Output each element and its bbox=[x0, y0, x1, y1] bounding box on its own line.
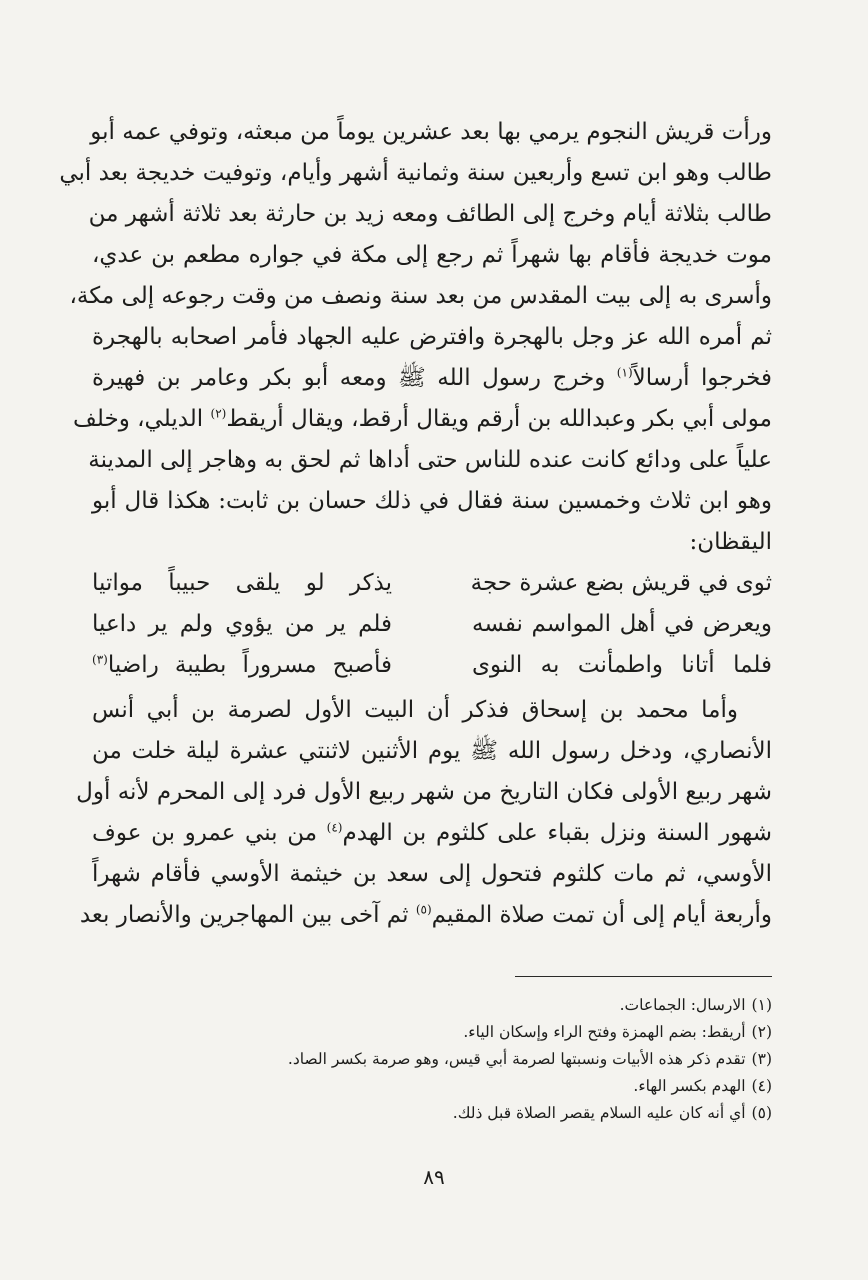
footnote-number: (١) bbox=[751, 996, 772, 1014]
verse-second-hemistich bbox=[92, 645, 392, 686]
text-segment: وأربعة أيام إلى أن تمت صلاة المقيم bbox=[431, 902, 772, 928]
poem-verse bbox=[92, 563, 772, 604]
footnotes bbox=[92, 992, 772, 1127]
verse-first-hemistich: ويعرض في أهل المواسم نفسه bbox=[472, 611, 772, 637]
verse-text: فأصبح مسروراً بطيبة راضيا bbox=[107, 652, 392, 678]
footnote-ref: (٥) bbox=[415, 902, 432, 917]
text-segment: ثم آخى بين المهاجرين والأنصار بعد bbox=[79, 902, 416, 928]
main-text bbox=[59, 112, 772, 563]
text-segment: من بني عمرو بن عوف bbox=[92, 820, 327, 846]
footnote bbox=[92, 1046, 772, 1073]
text-line: وأما محمد بن إسحاق فذكر أن البيت الأول لصرمة بن أبي أنس bbox=[92, 697, 738, 723]
footnote-number: (٣) bbox=[751, 1050, 772, 1068]
text-line: الأنصاري، ودخل رسول الله ﷺ يوم الأثنين لاثنتي عشرة ليلة خلت من bbox=[92, 738, 772, 764]
text-line: الأوسي، ثم مات كلثوم فتحول إلى سعد بن خيثمة الأوسي فأقام شهراً bbox=[92, 861, 772, 887]
page-number: ٨٩ bbox=[423, 1165, 445, 1189]
text-segment: شهور السنة ونزل بقباء على كلثوم بن الهدم bbox=[342, 820, 772, 846]
poem bbox=[92, 563, 772, 686]
footnote bbox=[92, 1019, 772, 1046]
text-line bbox=[79, 895, 772, 936]
text-segment: الديلي، وخلف bbox=[73, 406, 211, 432]
text-line: ورأت قريش النجوم يرمي بها بعد عشرين يوماً من مبعثه، وتوفي عمه أبو bbox=[90, 119, 772, 145]
footnote bbox=[92, 1100, 772, 1127]
footnote-text: تقدم ذكر هذه الأبيات ونسبتها لصرمة أبي قيس، وهو صرمة بكسر الصاد. bbox=[287, 1050, 746, 1068]
verse-first-hemistich: ثوى في قريش بضع عشرة حجة bbox=[470, 570, 772, 596]
footnote-ref: (٣) bbox=[92, 652, 108, 667]
footnote-text: الهدم بكسر الهاء. bbox=[633, 1077, 746, 1095]
footnote-number: (٢) bbox=[751, 1023, 772, 1041]
footnote-number: (٤) bbox=[751, 1077, 772, 1095]
text-line: وهو ابن ثلاث وخمسين سنة فقال في ذلك حسان بن ثابت: هكذا قال أبو bbox=[92, 488, 772, 514]
footnote-text: أريقط: بضم الهمزة وفتح الراء وإسكان الياء. bbox=[463, 1023, 746, 1041]
verse-second-hemistich: فلم ير من يؤوي ولم ير داعيا bbox=[92, 611, 392, 637]
text-line: طالب وهو ابن تسع وأربعين سنة وثمانية أشهر وأيام، وتوفيت خديجة بعد أبي bbox=[59, 160, 772, 186]
text-segment: فخرجوا أرسالاً bbox=[632, 365, 772, 391]
footnote-text: الارسال: الجماعات. bbox=[619, 996, 746, 1014]
footnote bbox=[92, 992, 772, 1019]
verse-second-hemistich: يذكر لو يلقى حبيباً مواتيا bbox=[92, 570, 392, 596]
verse-first-hemistich: فلما أتانا واطمأنت به النوى bbox=[472, 652, 772, 678]
poem-verse bbox=[92, 604, 772, 645]
text-line: علياً على ودائع كانت عنده للناس حتى أداها ثم لحق به وهاجر إلى المدينة bbox=[88, 447, 772, 473]
main-text-continued bbox=[76, 690, 772, 936]
footnote bbox=[92, 1073, 772, 1100]
text-segment: وخرج رسول الله ﷺ ومعه أبو بكر وعامر بن فهيرة bbox=[92, 365, 617, 391]
footnote-ref: (٤) bbox=[326, 820, 343, 835]
footnote-ref: (٢) bbox=[210, 406, 227, 421]
footnote-separator bbox=[515, 976, 772, 977]
footnote-ref: (١) bbox=[616, 365, 633, 380]
text-line bbox=[73, 399, 772, 440]
text-line: شهر ربيع الأولى فكان التاريخ من شهر ربيع الأول فرد إلى المحرم لأنه أول bbox=[76, 779, 772, 805]
poem-verse bbox=[92, 645, 772, 686]
text-line bbox=[92, 358, 772, 399]
text-line: اليقظان: bbox=[689, 529, 772, 555]
text-line: ثم أمره الله عز وجل بالهجرة وافترض عليه الجهاد فأمر اصحابه بالهجرة bbox=[92, 324, 772, 350]
text-line: طالب بثلاثة أيام وخرج إلى الطائف ومعه زيد بن حارثة بعد ثلاثة أشهر من bbox=[88, 201, 772, 227]
text-line bbox=[92, 813, 772, 854]
text-line: موت خديجة فأقام بها شهراً ثم رجع إلى مكة في جواره مطعم بن عدي، bbox=[92, 242, 772, 268]
text-line: وأسرى به إلى بيت المقدس من بعد سنة ونصف من وقت رجوعه إلى مكة، bbox=[69, 283, 772, 309]
text-segment: مولى أبي بكر وعبدالله بن أرقم ويقال أرقط، ويقال أريقط bbox=[226, 406, 772, 432]
footnote-text: أي أنه كان عليه السلام يقصر الصلاة قبل ذلك. bbox=[452, 1104, 746, 1122]
footnote-number: (٥) bbox=[751, 1104, 772, 1122]
